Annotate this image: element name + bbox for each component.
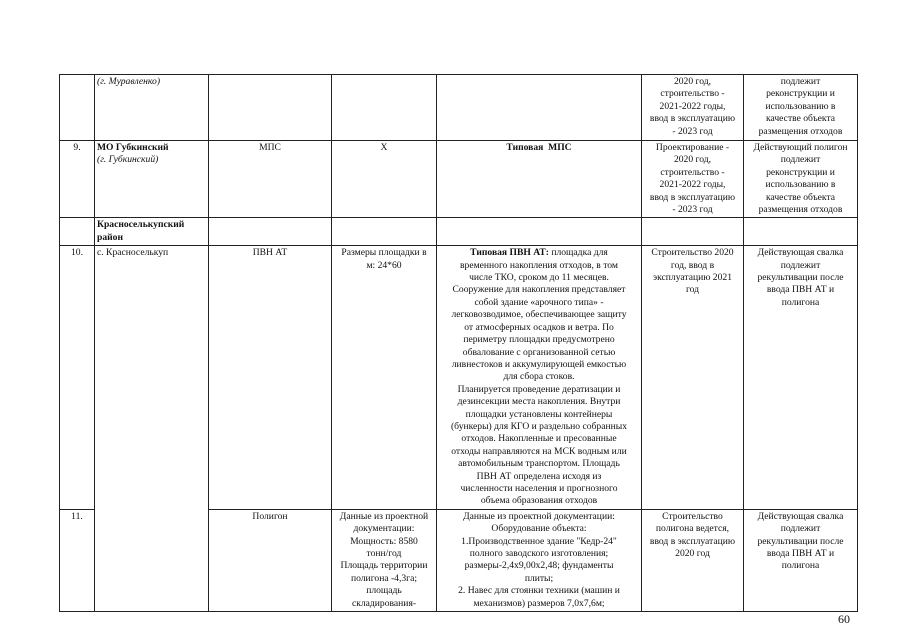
page-number: 60 (838, 612, 850, 626)
row-number-cell: 11. (60, 509, 95, 611)
period-cell (642, 218, 744, 246)
description-cell (437, 218, 642, 246)
table-row (60, 218, 858, 246)
place-cell (95, 141, 209, 218)
row-number-cell (60, 218, 95, 246)
type-cell: ПВН АТ (209, 246, 332, 510)
period-cell: Строительство полигона ведется, ввод в эксплуатацию 2020 год (642, 509, 744, 611)
table-row (60, 141, 858, 218)
place-cell: (г. Муравленко) (95, 75, 209, 141)
row-number-cell (60, 75, 95, 141)
row-number-cell: 10. (60, 246, 95, 510)
place-name: МО Губкинский (97, 142, 169, 153)
period-cell: Проектирование - 2020 год, строительство - 2021-2022 годы, ввод в эксплуатацию - 2023 год (642, 141, 744, 218)
description-text: площадка для временного накопления отходов, в том числе ТКО, сроком до 11 месяцев. Сооружение для накопления представляет собой здание «арочного типа» - легковозводимое, обеспечивающее защиту от атмосферных осадков и ветра. По периметру площадки предусмотрено обвалование с организованной сетью ливнестоков и аккумулирующей емкостью для сбора стоков. Планируется проведение дератизации и дезинсекции места накопления. Внутри площадки установлены контейнеры (бункеры) для КГО и раздельно собранных отходов. Накопленные и пресованные отходы направляются на МСК водным или автомобильным транспортом. Площадь ПВН АТ определена исходя из численности населения и прогнозного объема образования отходов (450, 247, 627, 507)
description-title: Типовая ПВН АТ: (470, 247, 549, 259)
note-cell: подлежит реконструкции и использованию в качестве объекта размещения отходов (744, 75, 858, 141)
size-cell: Х (332, 141, 437, 218)
description-cell (437, 75, 642, 141)
size-cell: Размеры площадки в м: 24*60 (332, 246, 437, 510)
note-cell: Действующая свалка подлежит рекультивации после ввода ПВН АТ и полигона (744, 246, 858, 510)
type-cell (209, 218, 332, 246)
period-cell: 2020 год, строительство - 2021-2022 годы, ввод в эксплуатацию - 2023 год (642, 75, 744, 141)
note-cell: Действующий полигон подлежит реконструкции и использованию в качестве объекта размещения отходов (744, 141, 858, 218)
note-cell (744, 218, 858, 246)
place-cell: с. Красноселькуп (95, 246, 209, 612)
type-cell: Полигон (209, 509, 332, 611)
size-cell: Данные из проектной документации: Мощность: 8580 тонн/год Площадь территории полигона -4,3га; площадь складирования- (332, 509, 437, 611)
data-table (59, 74, 858, 612)
size-cell (332, 75, 437, 141)
note-cell: Действующая свалка подлежит рекультивации после ввода ПВН АТ и полигона (744, 509, 858, 611)
type-cell: МПС (209, 141, 332, 218)
region-name: Красноселькупский район (95, 218, 209, 246)
type-cell (209, 75, 332, 141)
row-number-cell: 9. (60, 141, 95, 218)
size-cell (332, 218, 437, 246)
description-cell (437, 246, 642, 510)
description-cell: Данные из проектной документации: Оборудование объекта: 1.Производственное здание "Кедр-24" полного заводского изготовления; размеры-2,4х9,00х2,48; фундаменты плиты; 2. Навес для стоянки техники (машин и механизмов) размеров 7,0х7,6м; (437, 509, 642, 611)
period-cell: Строительство 2020 год, ввод в эксплуатацию 2021 год (642, 246, 744, 510)
place-city: (г. Губкинский) (97, 154, 159, 166)
table-row (60, 75, 858, 141)
description-cell: Типовая МПС (437, 141, 642, 218)
table-row (60, 246, 858, 510)
